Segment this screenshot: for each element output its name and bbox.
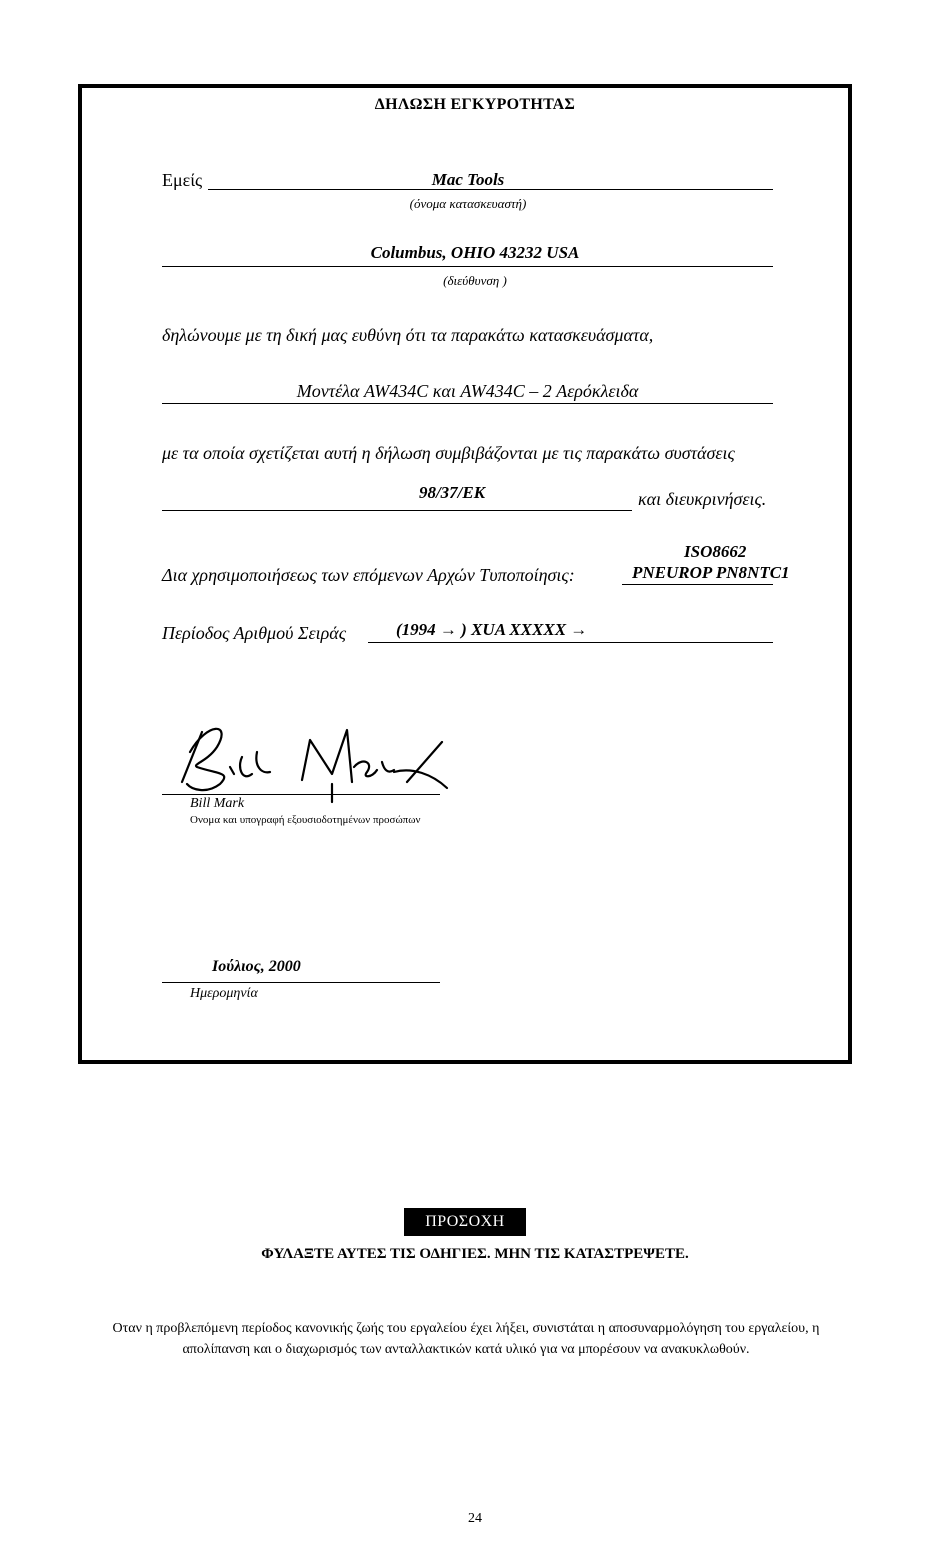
- standards-label: Δια χρησιμοποιήσεως των επόμενων Αρχών Τυποποίησις:: [162, 565, 575, 585]
- date-caption: Ημερομηνία: [190, 986, 258, 1001]
- address-caption: (διεύθυνση ): [443, 273, 507, 288]
- directive-number: 98/37/EK: [418, 483, 486, 502]
- address-line: [162, 266, 773, 267]
- manufacturer-address: Columbus, OHIO 43232 USA: [370, 243, 580, 262]
- product-models: Μοντέλα AW434C και AW434C – 2 Αερόκλειδα: [296, 381, 639, 401]
- directive-line: [162, 510, 632, 511]
- models-line: [162, 403, 773, 404]
- warning-badge: ΠΡΟΣΟΧΗ: [404, 1208, 526, 1236]
- serial-value: (1994 → ) XUA XXXXX →: [396, 620, 588, 639]
- declaration-title: ΔΗΛΩΣΗ ΕΓΚΥΡΟΤΗΤΑΣ: [374, 96, 576, 113]
- clarifications-text: και διευκρινήσεις.: [638, 489, 767, 509]
- date-line: [162, 982, 440, 983]
- signature-line: [162, 794, 440, 795]
- signer-caption: Ονομα και υπογραφή εξουσιοδοτημένων προσώπων: [190, 814, 421, 826]
- serial-line: [368, 642, 773, 643]
- manufacturer-caption: (όνομα κατασκευαστή): [409, 196, 527, 211]
- standard-pneurop: PNEUROP PN8NTC1: [632, 563, 790, 582]
- disposal-paragraph: Οταν η προβλεπόμενη περίοδος κανονικής ζωής του εργαλείου έχει λήξει, συνιστάται η αποσυναρμολόγηση του εργαλείου, η απολίπανση και ο διαχωρισμός των ανταλλακτικών κατά υλικό για να μπορέσουν να ανακυκλωθούν.: [112, 1321, 820, 1357]
- page-number: 24: [468, 1511, 482, 1526]
- responsibility-statement: δηλώνουμε με τη δική μας ευθύνη ότι τα παρακάτω κατασκευάσματα,: [162, 325, 654, 345]
- standard-iso: ISO8662: [684, 542, 747, 561]
- we-label: Εμείς: [162, 170, 203, 190]
- declaration-date: Ιούλιος, 2000: [212, 958, 301, 975]
- keep-instructions-heading: ΦΥΛΑΞΤΕ ΑΥΤΕΣ ΤΙΣ ΟΔΗΓΙΕΣ. ΜΗΝ ΤΙΣ ΚΑΤΑΣΤΡΕΨΕΤΕ.: [261, 1246, 689, 1262]
- standards-line: [622, 584, 773, 585]
- compliance-statement: με τα οποία σχετίζεται αυτή η δήλωση συμβιβάζονται με τις παρακάτω συστάσεις: [162, 443, 735, 463]
- serial-label: Περίοδος Αριθμού Σειράς: [162, 623, 347, 643]
- manufacturer-name: Mac Tools: [431, 170, 505, 189]
- signer-name: Bill Mark: [190, 796, 245, 811]
